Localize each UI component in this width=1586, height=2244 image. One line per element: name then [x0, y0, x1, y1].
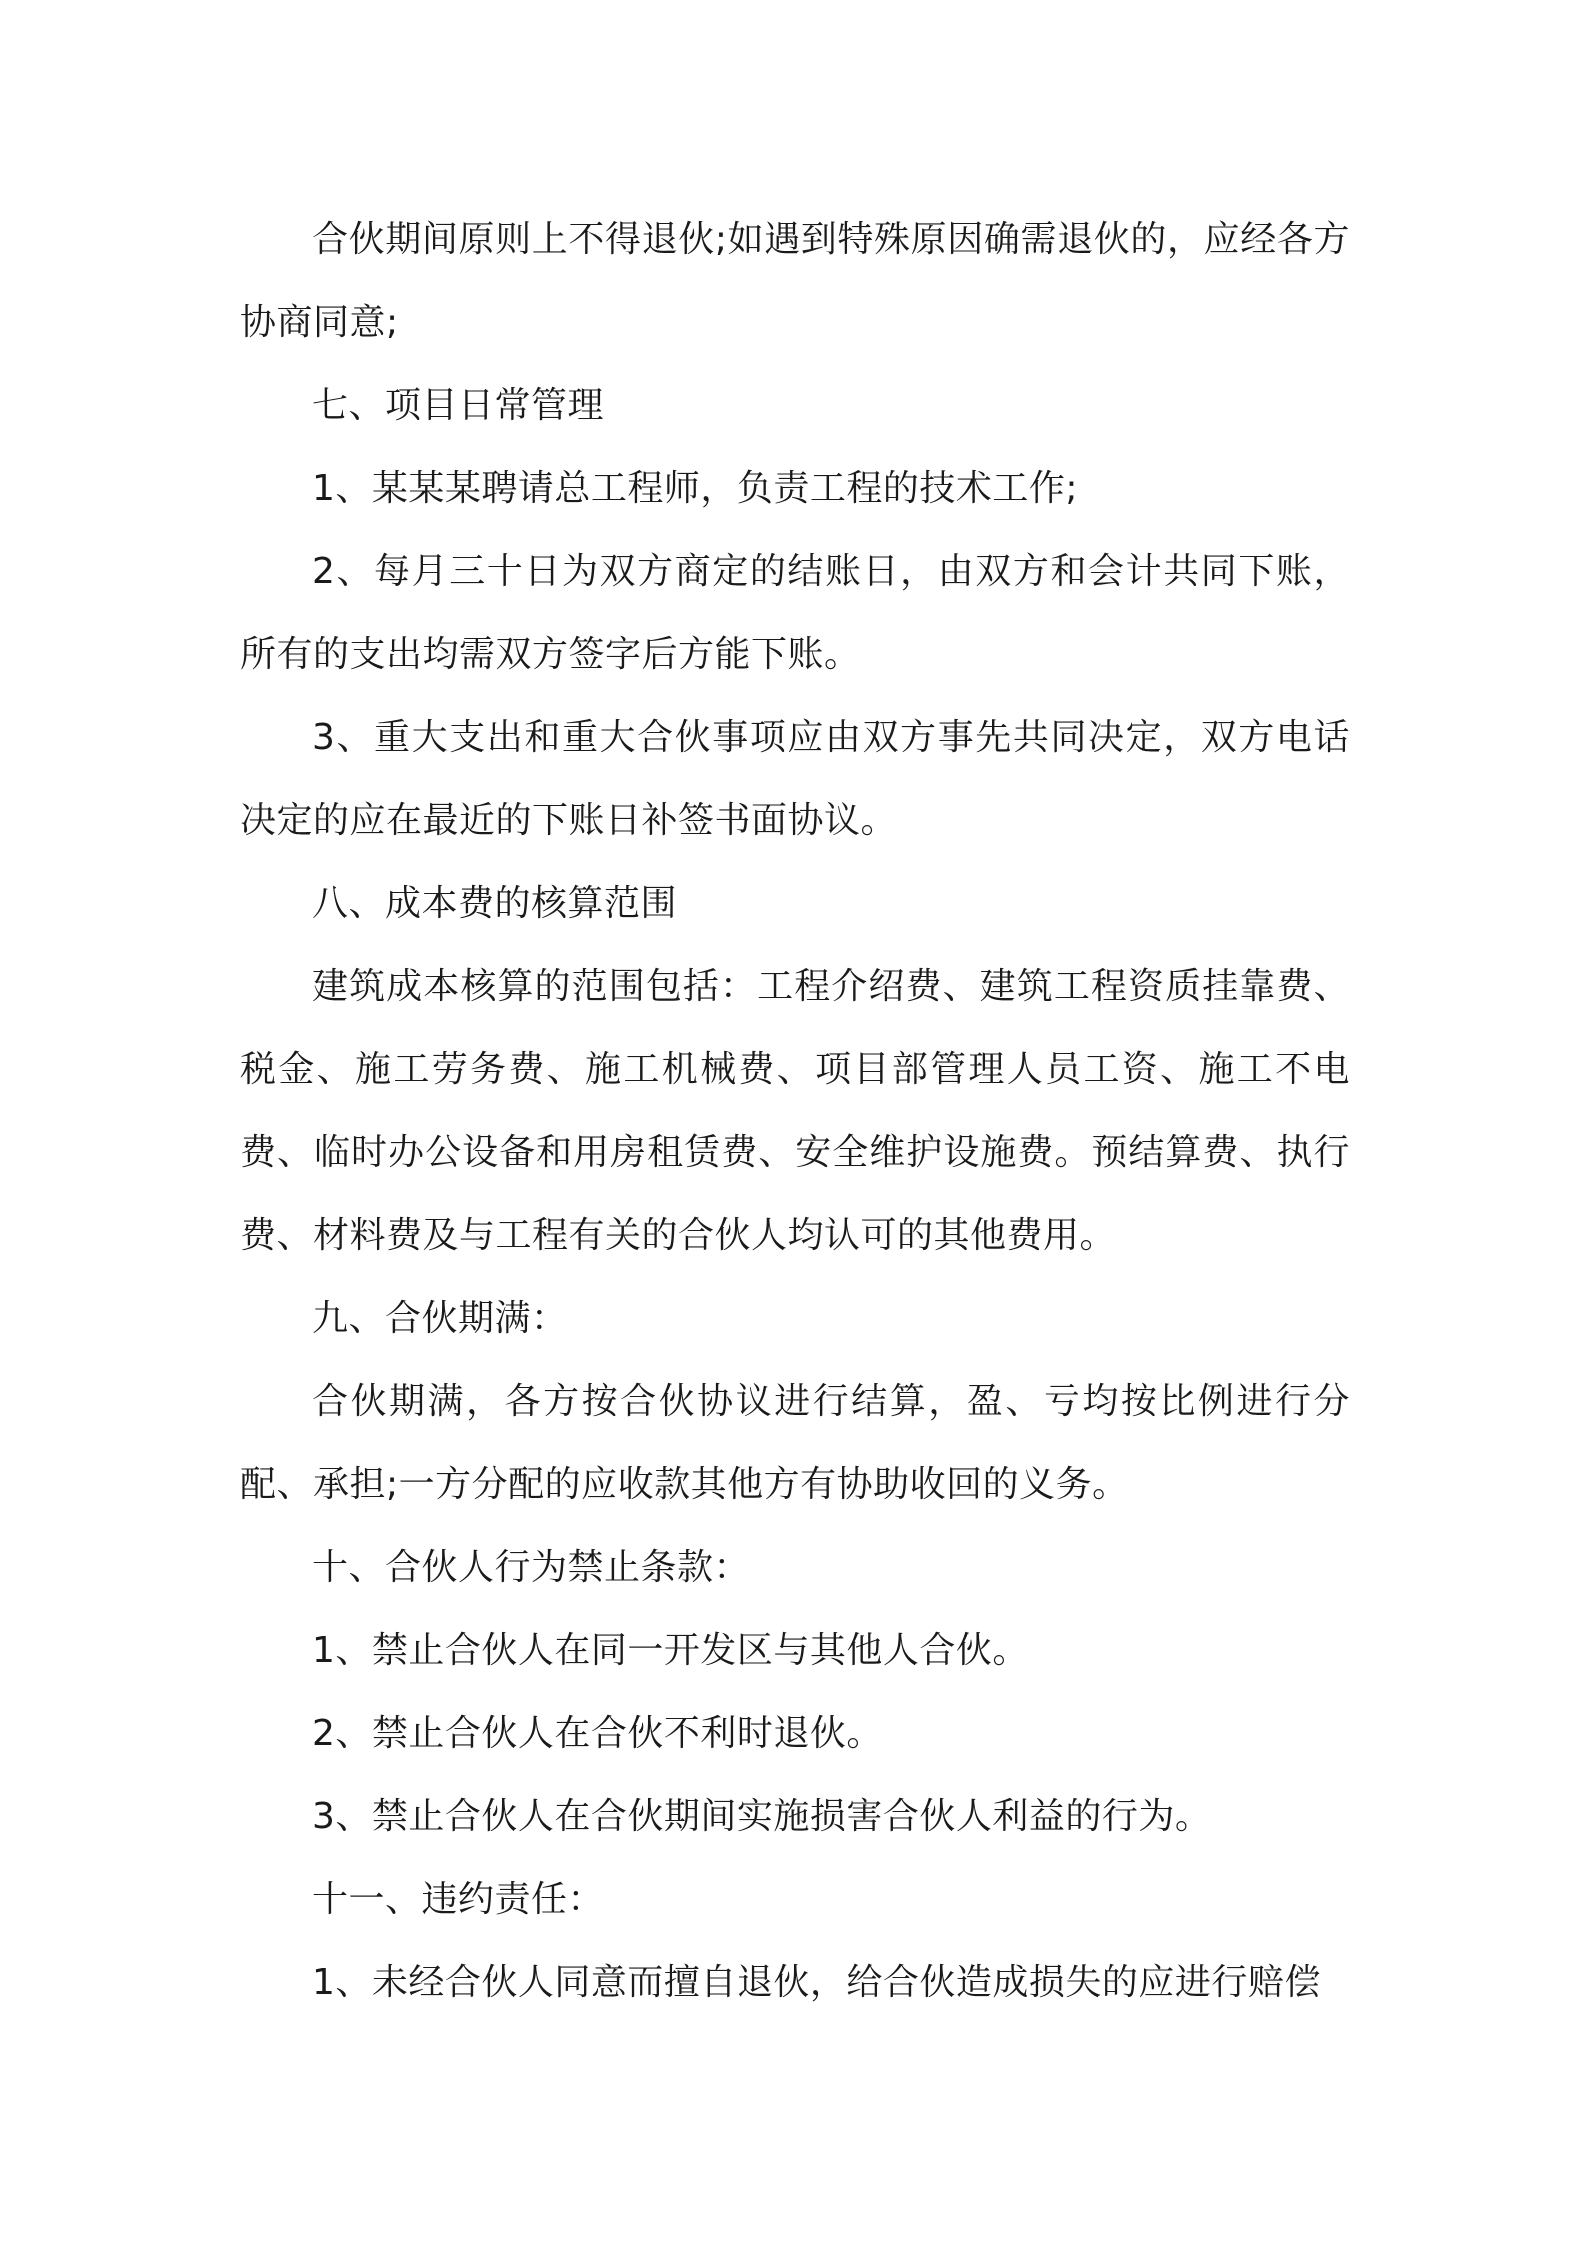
paragraph-term-expiry: 合伙期满，各方按合伙协议进行结算，盈、亏均按比例进行分配、承担;一方分配的应收款其他方有协助收回的义务。	[240, 1381, 1350, 1505]
paragraph-prohibition-1: 1、禁止合伙人在同一开发区与其他人合伙。	[312, 1630, 1029, 1671]
paragraph-settlement-day: 2、每月三十日为双方商定的结账日，由双方和会计共同下账，所有的支出均需双方签字后方能下账。	[240, 551, 1350, 675]
paragraph-cost-scope: 建筑成本核算的范围包括：工程介绍费、建筑工程资质挂靠费、税金、施工劳务费、施工机械费、项目部管理人员工资、施工不电费、临时办公设备和用房租赁费、安全维护设施费。预结算费、执行费、材料费及与工程有关的合伙人均认可的其他费用。	[240, 966, 1350, 1256]
paragraph-major-decisions: 3、重大支出和重大合伙事项应由双方事先共同决定，双方电话决定的应在最近的下账日补签书面协议。	[240, 717, 1350, 841]
paragraph-prohibition-3: 3、禁止合伙人在合伙期间实施损害合伙人利益的行为。	[312, 1796, 1212, 1837]
section-heading-term-expiry: 九、合伙期满：	[312, 1298, 568, 1339]
paragraph-liability-1: 1、未经合伙人同意而擅自退伙，给合伙造成损失的应进行赔偿	[312, 1962, 1321, 2003]
section-heading-prohibitions: 十、合伙人行为禁止条款：	[312, 1547, 751, 1588]
paragraph-prohibition-2: 2、禁止合伙人在合伙不利时退伙。	[312, 1713, 883, 1754]
section-heading-cost-scope: 八、成本费的核算范围	[312, 883, 678, 924]
paragraph-chief-engineer: 1、某某某聘请总工程师，负责工程的技术工作;	[312, 468, 1079, 509]
section-heading-daily-management: 七、项目日常管理	[312, 385, 605, 426]
document-body	[240, 198, 1350, 2024]
section-heading-liability: 十一、违约责任：	[312, 1879, 605, 1920]
paragraph-withdrawal-rule: 合伙期间原则上不得退伙;如遇到特殊原因确需退伙的，应经各方协商同意;	[240, 219, 1350, 343]
